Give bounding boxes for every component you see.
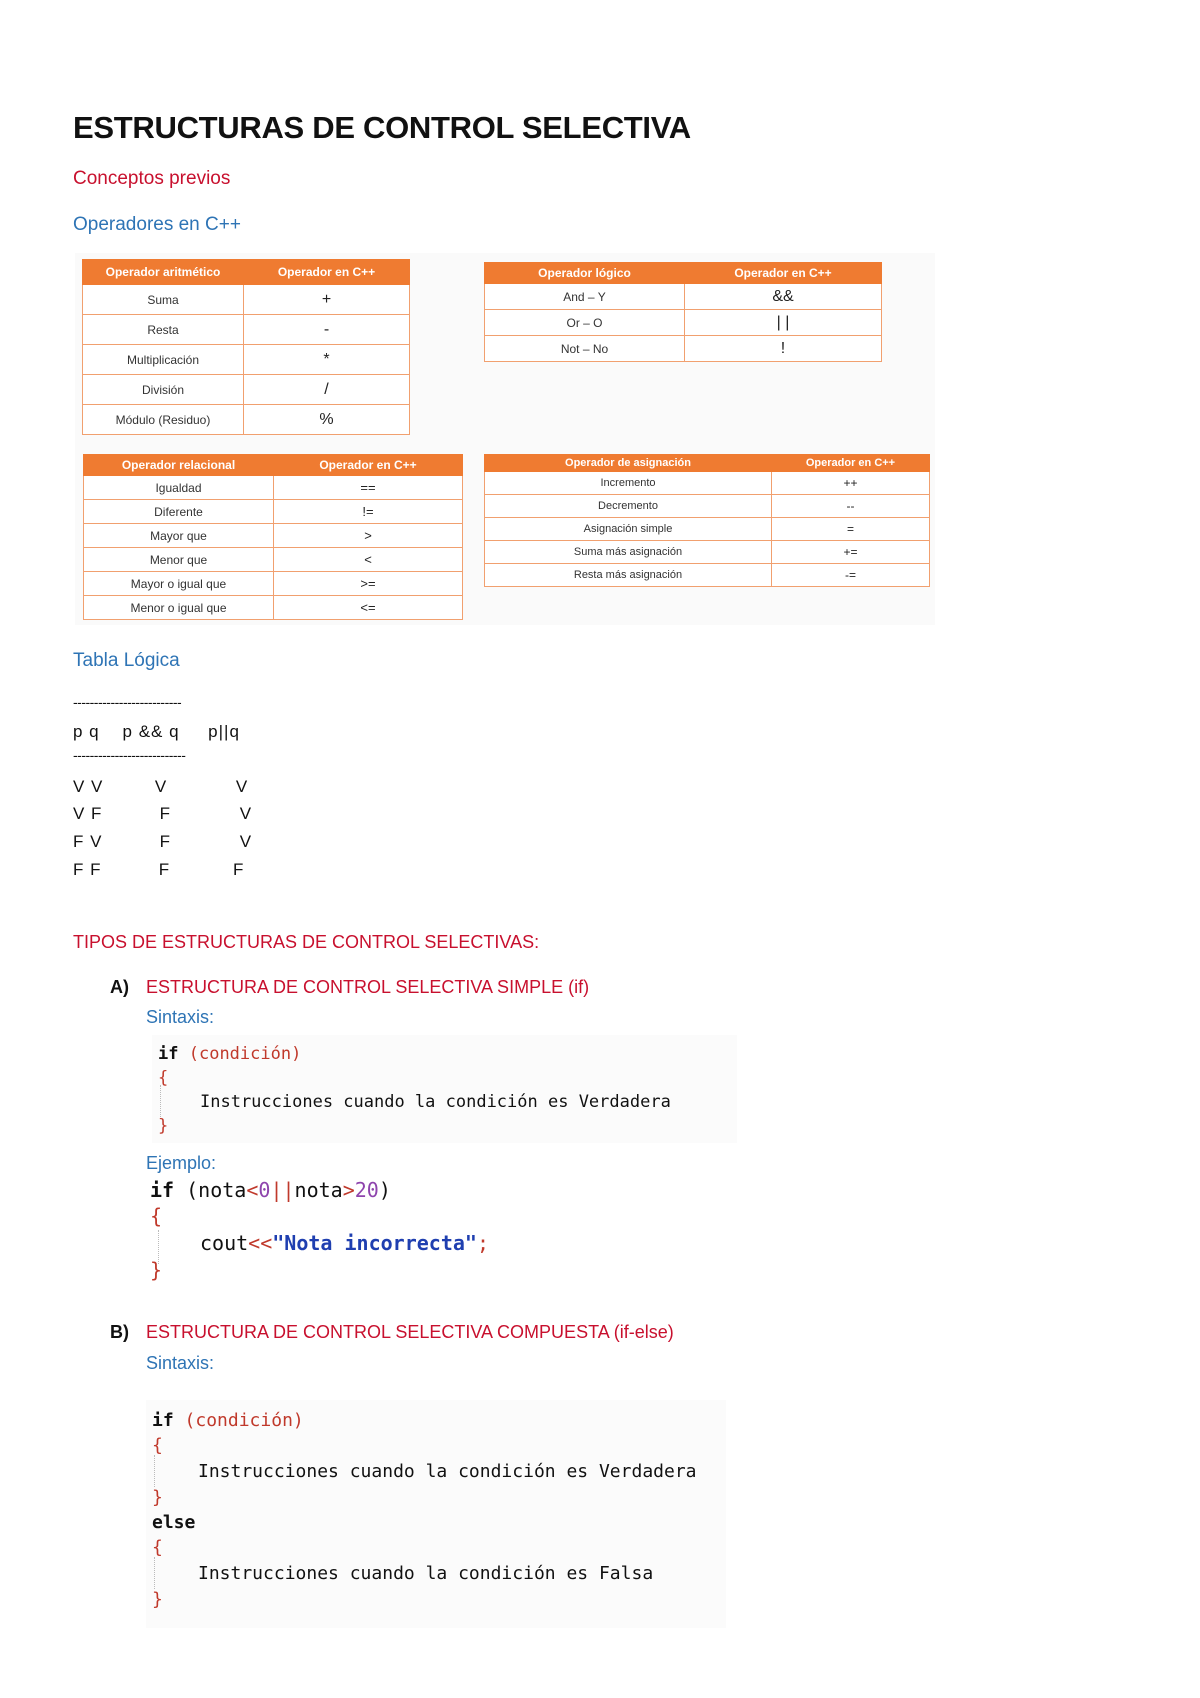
table-header: Operador lógico <box>485 263 685 284</box>
example-code-block <box>150 1178 510 1288</box>
code-token: ) <box>378 1178 391 1202</box>
keyword: if <box>150 1178 175 1202</box>
table-header: Operador aritmético <box>83 260 244 285</box>
tipos-heading: TIPOS DE ESTRUCTURAS DE CONTROL SELECTIVAS: <box>73 932 540 952</box>
code-token: (nota <box>186 1178 247 1202</box>
logical-operators-table <box>484 262 882 362</box>
code-operator: > <box>342 1178 355 1202</box>
operator-symbol-cell: < <box>274 548 463 572</box>
table-row <box>485 541 930 564</box>
code-string: "Nota incorrecta" <box>272 1231 477 1255</box>
code-operator: < <box>246 1178 259 1202</box>
code-token: nota <box>294 1178 343 1202</box>
truth-table-rule-bottom: --------------------------- <box>73 747 186 763</box>
code-line <box>158 1044 301 1064</box>
operator-name-cell: And – Y <box>485 284 685 310</box>
operator-symbol-cell: <= <box>274 596 463 620</box>
section-b-title: ESTRUCTURA DE CONTROL SELECTIVA COMPUESTA (if-else) <box>146 1322 674 1342</box>
keyword: if <box>158 1044 179 1064</box>
operator-symbol-cell: - <box>244 315 410 345</box>
table-row <box>83 285 410 315</box>
operator-name-cell: Mayor que <box>84 524 274 548</box>
code-operator: << <box>248 1231 273 1255</box>
operator-name-cell: Diferente <box>84 500 274 524</box>
truth-table-header: p q p && q p||q <box>73 722 240 741</box>
operator-symbol-cell: | | <box>685 310 882 336</box>
table-row <box>485 310 882 336</box>
table-row <box>485 472 930 495</box>
table-header: Operador en C++ <box>685 263 882 284</box>
truth-table-rule-top: -------------------------- <box>73 694 182 710</box>
table-row <box>84 596 463 620</box>
syntax-code-block-compound <box>146 1400 726 1628</box>
operator-symbol-cell: != <box>274 500 463 524</box>
section-b-sintaxis: Sintaxis: <box>146 1353 215 1373</box>
code-line <box>150 1178 391 1202</box>
operator-name-cell: Incremento <box>485 472 772 495</box>
open-brace: { <box>150 1204 163 1228</box>
operator-symbol-cell: + <box>244 285 410 315</box>
table-row <box>84 548 463 572</box>
code-number: 0 <box>258 1178 271 1202</box>
table-row <box>84 572 463 596</box>
code-operator: || <box>270 1178 295 1202</box>
code-line <box>152 1410 304 1431</box>
section-b-marker: B) <box>110 1322 129 1342</box>
conceptos-previos-heading: Conceptos previos <box>73 168 231 189</box>
operator-symbol-cell: * <box>244 345 410 375</box>
operator-symbol-cell: += <box>772 541 930 564</box>
open-brace: { <box>158 1068 169 1088</box>
operator-symbol-cell: > <box>274 524 463 548</box>
table-row <box>485 564 930 587</box>
ejemplo-label: Ejemplo: <box>146 1153 217 1173</box>
operator-symbol-cell: / <box>244 375 410 405</box>
tabla-logica-heading: Tabla Lógica <box>73 650 180 671</box>
table-header: Operador en C++ <box>244 260 410 285</box>
table-row <box>485 284 882 310</box>
operator-name-cell: Mayor o igual que <box>84 572 274 596</box>
truth-table-row: F V F V <box>73 832 253 851</box>
code-body: Instrucciones cuando la condición es Verdadera <box>198 1461 697 1482</box>
truth-table-row: V V V V <box>73 777 249 796</box>
table-header: Operador en C++ <box>772 455 930 472</box>
code-token: cout <box>200 1231 249 1255</box>
relational-operators-table <box>83 454 463 620</box>
operator-name-cell: Resta más asignación <box>485 564 772 587</box>
operator-name-cell: Resta <box>83 315 244 345</box>
table-row <box>84 476 463 500</box>
operator-symbol-cell: ++ <box>772 472 930 495</box>
close-brace: } <box>158 1116 169 1136</box>
table-row <box>83 345 410 375</box>
section-a-marker: A) <box>110 977 129 997</box>
operator-symbol-cell: && <box>685 284 882 310</box>
table-row <box>83 375 410 405</box>
table-row <box>83 315 410 345</box>
operator-name-cell: Igualdad <box>84 476 274 500</box>
operator-name-cell: Módulo (Residuo) <box>83 405 244 435</box>
page-title: ESTRUCTURAS DE CONTROL SELECTIVA <box>73 110 691 145</box>
code-number: 20 <box>354 1178 379 1202</box>
close-brace: } <box>152 1487 163 1508</box>
operadores-heading: Operadores en C++ <box>73 214 241 235</box>
table-header: Operador en C++ <box>274 455 463 476</box>
operator-symbol-cell: ! <box>685 336 882 362</box>
assignment-operators-table <box>484 454 930 587</box>
keyword: if <box>152 1410 174 1431</box>
open-brace: { <box>152 1537 163 1558</box>
table-row <box>485 495 930 518</box>
truth-table-row: F F F F <box>73 860 245 879</box>
section-a-title: ESTRUCTURA DE CONTROL SELECTIVA SIMPLE (if) <box>146 977 590 997</box>
operator-name-cell: Suma <box>83 285 244 315</box>
code-body: Instrucciones cuando la condición es Falsa <box>198 1563 654 1584</box>
operator-name-cell: División <box>83 375 244 405</box>
table-row <box>84 500 463 524</box>
else-keyword: else <box>152 1512 196 1533</box>
table-row <box>485 336 882 362</box>
section-a-sintaxis: Sintaxis: <box>146 1007 215 1027</box>
operator-symbol-cell: = <box>772 518 930 541</box>
table-row <box>84 524 463 548</box>
operator-name-cell: Menor que <box>84 548 274 572</box>
table-header: Operador relacional <box>84 455 274 476</box>
operator-name-cell: Multiplicación <box>83 345 244 375</box>
operator-symbol-cell: -= <box>772 564 930 587</box>
operator-symbol-cell: == <box>274 476 463 500</box>
condition: (condición) <box>188 1044 302 1064</box>
truth-table-row: V F F V <box>73 804 253 823</box>
code-operator: ; <box>476 1231 490 1255</box>
table-row <box>485 518 930 541</box>
operator-name-cell: Menor o igual que <box>84 596 274 620</box>
operator-symbol-cell: >= <box>274 572 463 596</box>
arithmetic-operators-table <box>82 259 410 435</box>
operator-name-cell: Not – No <box>485 336 685 362</box>
syntax-code-block-simple <box>152 1035 737 1143</box>
operator-symbol-cell: % <box>244 405 410 435</box>
table-header: Operador de asignación <box>485 455 772 472</box>
code-body: Instrucciones cuando la condición es Verdadera <box>200 1092 671 1112</box>
operator-name-cell: Asignación simple <box>485 518 772 541</box>
close-brace: } <box>150 1258 163 1282</box>
operator-symbol-cell: -- <box>772 495 930 518</box>
table-row <box>83 405 410 435</box>
operator-name-cell: Suma más asignación <box>485 541 772 564</box>
open-brace: { <box>152 1435 163 1456</box>
code-line <box>200 1231 489 1255</box>
condition: (condición) <box>184 1410 304 1431</box>
operator-name-cell: Decremento <box>485 495 772 518</box>
close-brace: } <box>152 1589 163 1610</box>
operator-name-cell: Or – O <box>485 310 685 336</box>
